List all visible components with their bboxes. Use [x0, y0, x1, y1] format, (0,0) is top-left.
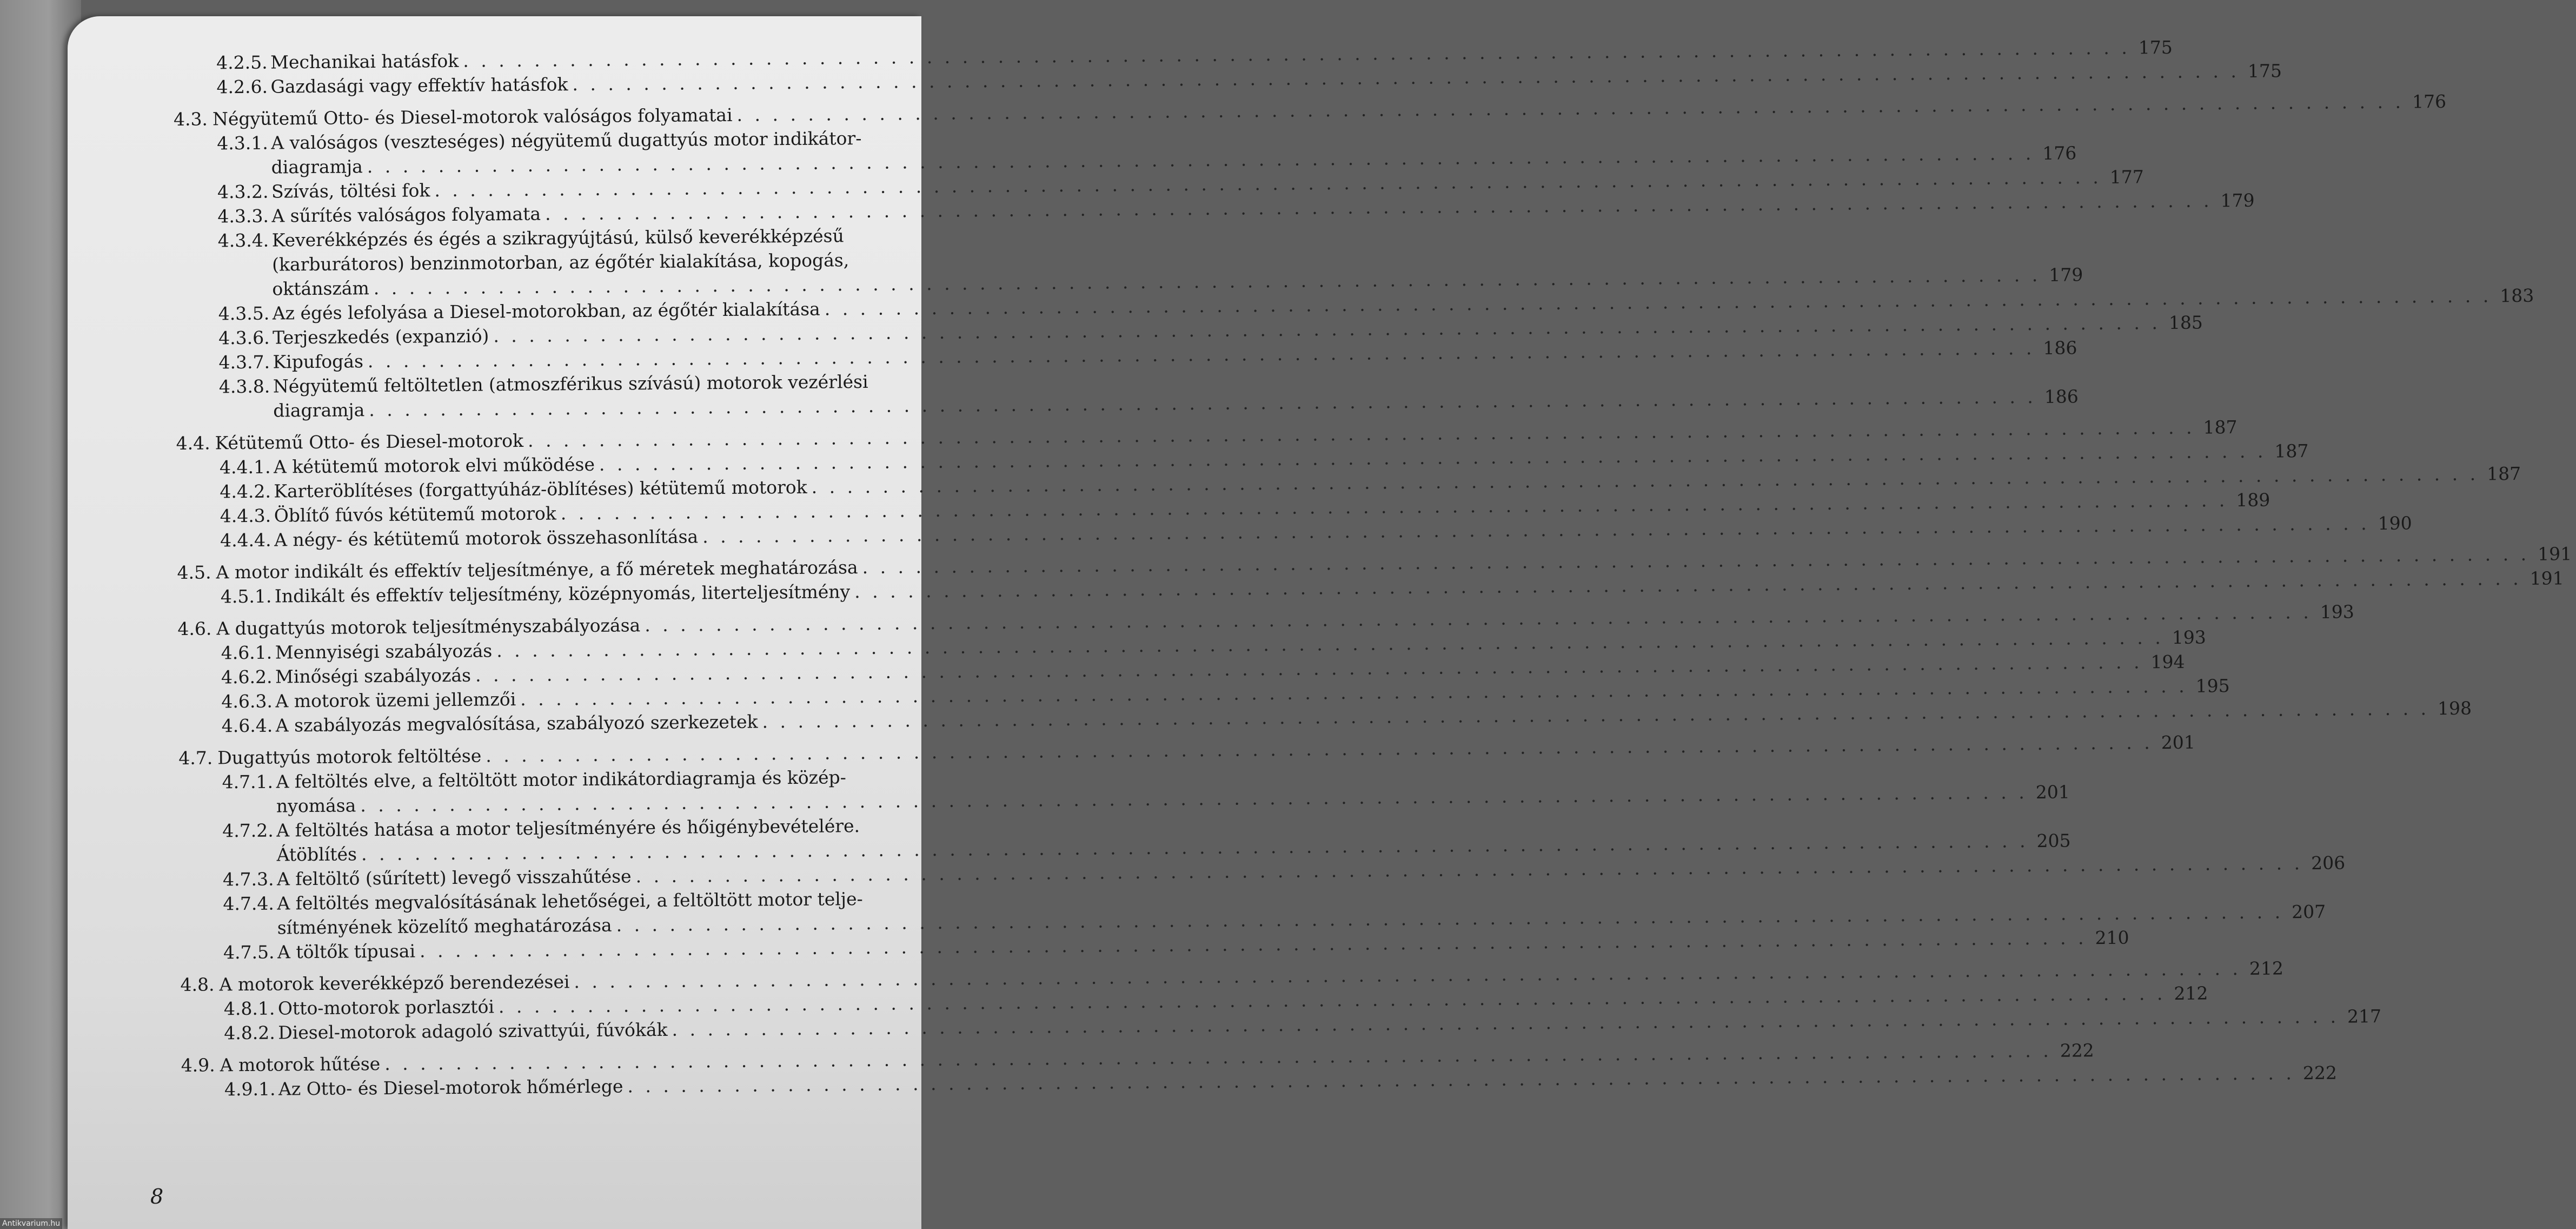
watermark: Antikvarium.hu: [0, 1218, 62, 1229]
toc-number: 4.6.1.: [221, 642, 273, 664]
toc-page-number: 222: [2302, 1062, 2338, 1084]
toc-subsection-entry: [108, 764, 2070, 820]
toc-page-number: 175: [2138, 36, 2173, 58]
toc-title: A feltöltés hatása a motor teljesítményére és hőigénybevételére.: [276, 815, 860, 841]
toc-page-number: 212: [2249, 957, 2284, 979]
toc-title: oktánszám: [272, 277, 369, 300]
toc-number: 4.9.1.: [224, 1078, 276, 1100]
toc-subsection-entry: [103, 125, 2077, 181]
toc-title: Mechanikai hatásfok: [270, 50, 459, 73]
toc-title: Mennyiségi szabályozás: [275, 640, 493, 663]
toc-page-number: 189: [2236, 489, 2270, 511]
toc-page-number: 183: [2500, 285, 2534, 307]
toc-title: A töltők típusai: [277, 940, 416, 963]
toc-page-number: 193: [2172, 626, 2206, 648]
toc-title: Kétütemű Otto- és Diesel-motorok: [215, 430, 524, 454]
toc-page-number: 201: [2161, 731, 2195, 754]
toc-page-number: 207: [2291, 901, 2326, 923]
toc-page-number: 191: [2537, 543, 2572, 565]
toc-number: 4.8.2.: [224, 1022, 275, 1044]
toc-page-number: 198: [2437, 697, 2472, 719]
toc-page-number: 186: [2044, 386, 2079, 407]
toc-title: A motorok üzemi jellemzői: [275, 689, 516, 712]
toc-title: Indikált és effektív teljesítmény, középnyomás, literteljesítmény: [274, 581, 851, 607]
toc-number: 4.8.: [180, 974, 215, 995]
toc-number: 4.5.1.: [220, 585, 272, 607]
toc-number: 4.7.5.: [223, 941, 275, 963]
toc-title: A sűrítés valóságos folyamata: [271, 203, 541, 227]
toc-number: 4.2.6.: [216, 76, 268, 98]
toc-page-number: 187: [2203, 417, 2238, 438]
toc-number: 4.3.8.: [218, 375, 270, 398]
toc-page-number: 190: [2378, 512, 2412, 534]
toc-number: 4.7.4.: [223, 893, 275, 915]
toc-number: 4.3.7.: [218, 351, 270, 373]
toc-page-number: 177: [2109, 166, 2144, 188]
toc-number: 4.7.2.: [222, 820, 274, 842]
toc-title: Keverékképzés és égés a szikragyújtású, külső keverékképzésű: [271, 225, 844, 251]
toc-number: 4.4.: [176, 432, 210, 454]
toc-page-number: 185: [2168, 312, 2203, 334]
toc-number: 4.3.2.: [217, 181, 269, 203]
toc-title: A kétütemű motorok elvi működése: [273, 453, 595, 478]
toc-title: (karburátoros) benzinmotorban, az égőtér kialakítása, kopogás,: [271, 249, 849, 275]
toc-number: 4.9.: [181, 1054, 215, 1076]
toc-number: 4.4.2.: [220, 480, 271, 503]
table-of-contents: [103, 36, 2572, 1102]
toc-number: 4.7.1.: [222, 771, 274, 793]
toc-page-number: 176: [2412, 90, 2447, 113]
toc-page-number: 205: [2036, 830, 2071, 851]
toc-title: Szívás, töltési fok: [271, 180, 430, 202]
toc-page-number: 187: [2274, 440, 2309, 462]
toc-number: 4.7.3.: [222, 868, 274, 890]
toc-number: 4.6.4.: [221, 715, 273, 737]
toc-page-number: 179: [2049, 264, 2083, 286]
toc-title: diagramja: [271, 156, 363, 178]
toc-title: A feltöltés elve, a feltöltött motor indikátordiagramja és közép-: [276, 767, 847, 792]
toc-number: 4.3.1.: [217, 132, 268, 154]
toc-page-number: 191: [2529, 567, 2564, 589]
toc-page-number: 206: [2311, 852, 2346, 874]
toc-number: 4.3.4.: [217, 229, 269, 252]
toc-title: nyomása: [276, 795, 356, 817]
toc-number: 4.4.4.: [220, 529, 271, 551]
toc-page-number: 201: [2035, 781, 2070, 803]
toc-title: Terjeszkedés (expanzió): [273, 325, 489, 348]
toc-page-number: 186: [2043, 337, 2077, 359]
toc-title: A motorok keverékképző berendezései: [219, 971, 570, 995]
toc-number: 4.3.: [173, 108, 208, 130]
toc-page-number: 194: [2150, 651, 2185, 673]
toc-page-number: 179: [2220, 189, 2255, 212]
toc-page-number: 176: [2042, 142, 2077, 164]
toc-title: diagramja: [273, 399, 365, 421]
toc-title: A dugattyús motorok teljesítményszabályozása: [216, 614, 641, 639]
toc-page-number: 210: [2095, 927, 2129, 949]
toc-title: Az Otto- és Diesel-motorok hőmérlege: [278, 1075, 623, 1100]
toc-number: 4.3.3.: [217, 205, 269, 227]
toc-page-number: 187: [2487, 462, 2521, 485]
toc-subsection-entry: [104, 223, 2083, 302]
toc-title: Öblítő fúvós kétütemű motorok: [274, 503, 556, 526]
toc-title: Gazdasági vagy effektív hatásfok: [270, 74, 568, 97]
toc-title: Minőségi szabályozás: [275, 664, 472, 688]
toc-title: A motor indikált és effektív teljesítménye, a fő méretek meghatározása: [216, 557, 858, 583]
toc-number: 4.2.5.: [216, 51, 268, 74]
toc-title: Négyütemű Otto- és Diesel-motorok valóságos folyamatai: [212, 104, 733, 130]
toc-title: Dugattyús motorok feltöltése: [217, 745, 482, 769]
toc-title: A valóságos (veszteséges) négyütemű dugattyús motor indikátor-: [271, 127, 862, 154]
toc-page-number: 222: [2060, 1040, 2094, 1061]
toc-number: 4.4.3.: [220, 505, 271, 527]
toc-title: Kipufogás: [273, 351, 364, 373]
toc-number: 4.4.1.: [219, 456, 271, 478]
toc-title: Otto-motorok porlasztói: [277, 996, 495, 1019]
toc-number: 4.6.: [177, 618, 212, 639]
toc-title: Karteröblítéses (forgattyúház-öblítéses) kétütemű motorok: [274, 476, 807, 502]
toc-number: 4.5.: [177, 561, 211, 583]
toc-title: A feltöltés megvalósításának lehetőségei, a feltöltött motor telje-: [277, 888, 863, 914]
toc-number: 4.6.3.: [221, 690, 273, 712]
toc-page-number: 195: [2195, 675, 2230, 697]
toc-title: Négyütemű feltöltetlen (atmoszférikus szívású) motorok vezérlési: [273, 371, 868, 397]
toc-subsection-entry: [105, 369, 2079, 424]
toc-page-number: 175: [2247, 60, 2282, 82]
toc-number: 4.6.2.: [221, 666, 273, 688]
page-number: 8: [150, 1185, 164, 1208]
toc-number: 4.7.: [178, 747, 213, 769]
toc-title: Diesel-motorok adagoló szivattyúi, fúvókák: [278, 1019, 668, 1043]
toc-title: A motorok hűtése: [220, 1053, 381, 1076]
toc-page-number: 217: [2347, 1005, 2382, 1027]
toc-page-number: 193: [2320, 601, 2354, 623]
toc-title: A négy- és kétütemű motorok összehasonlítása: [274, 526, 699, 551]
toc-number: 4.8.1.: [223, 997, 275, 1020]
toc-title: sítményének közelítő meghatározása: [277, 914, 612, 939]
toc-title: A feltöltő (sűrített) levegő visszahűtése: [276, 865, 632, 890]
dot-leader: [736, 90, 2404, 127]
toc-title: Az égés lefolyása a Diesel-motorokban, az égőtér kialakítása: [272, 298, 820, 324]
toc-page-number: 212: [2174, 982, 2208, 1004]
toc-title: A szabályozás megvalósítása, szabályozó szerkezetek: [275, 711, 758, 736]
toc-subsection-entry: [109, 813, 2071, 868]
toc-number: 4.3.5.: [218, 302, 270, 325]
toc-title: Átöblítés: [276, 843, 357, 865]
toc-number: 4.3.6.: [218, 327, 270, 349]
